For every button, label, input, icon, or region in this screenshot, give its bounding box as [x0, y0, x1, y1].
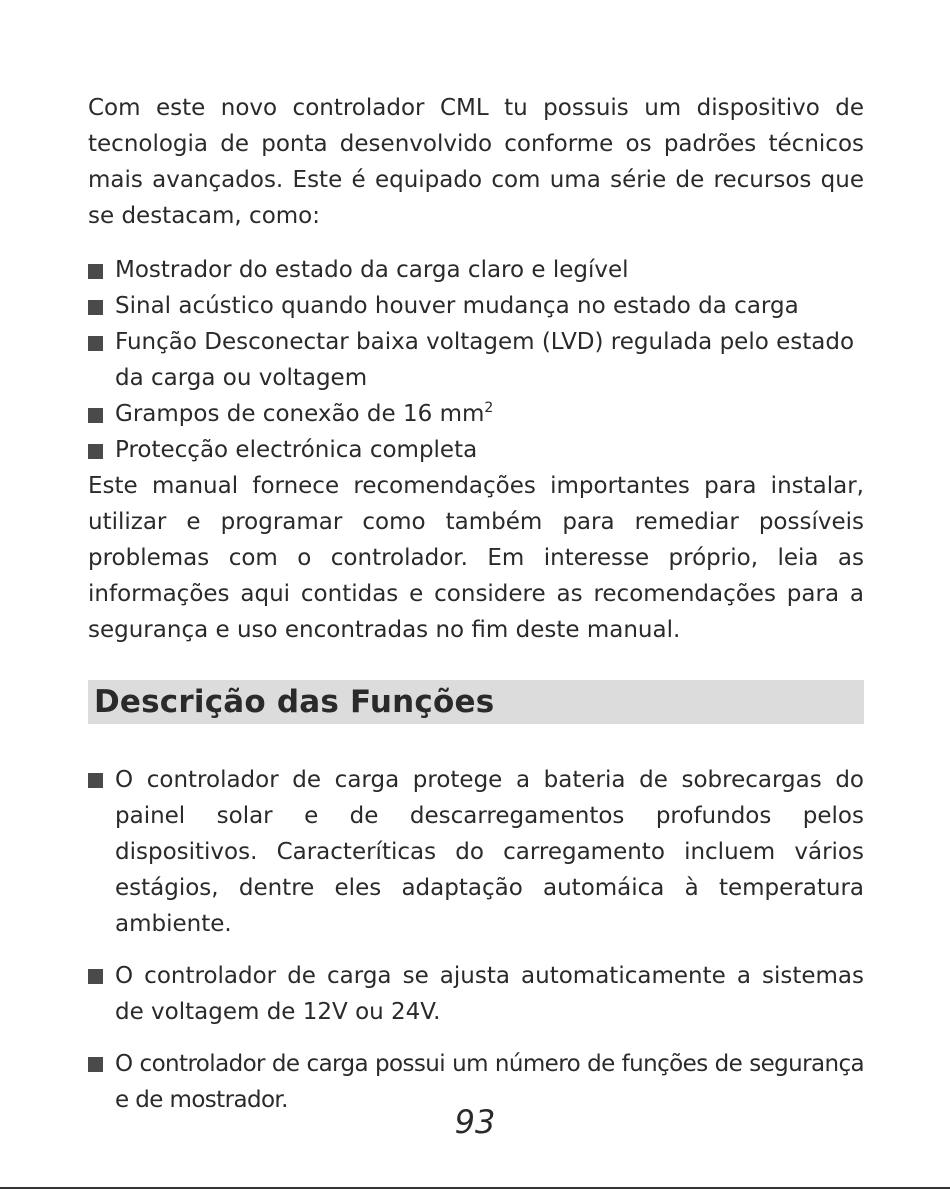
square-bullet-icon	[88, 264, 103, 279]
page-number: 93	[454, 1103, 496, 1141]
list-item	[88, 432, 864, 468]
list-item	[88, 288, 864, 324]
feature-text: Mostrador do estado da carga claro e legível	[115, 257, 629, 283]
feature-text: Função Desconectar baixa voltagem (LVD) regulada pelo estado da carga ou voltagem	[115, 329, 855, 391]
section-title: Descrição das Funções	[94, 684, 495, 720]
list-item	[88, 958, 864, 1030]
square-bullet-icon	[88, 773, 103, 788]
manual-paragraph: Este manual fornece recomendações importantes para instalar, utilizar e programar como também para remediar possíveis problemas com o controlador. Em interesse próprio, leia as informações aqui contidas e considere as recomendações para a segurança e uso encontradas no fim deste manual.	[88, 473, 864, 643]
function-text: O controlador de carga se ajusta automaticamente a sistemas de voltagem de 12V ou 24V.	[115, 963, 864, 1025]
square-bullet-icon	[88, 336, 103, 351]
intro-paragraph: Com este novo controlador CML tu possuis um dispositivo de tecnologia de ponta desenvolvido conforme os padrões técnicos mais avançados. Este é equipado com uma série de recursos que se destacam, como:	[88, 95, 864, 229]
features-list	[88, 252, 864, 468]
square-bullet-icon	[88, 408, 103, 423]
square-bullet-icon	[88, 444, 103, 459]
function-text: O controlador de carga protege a bateria de sobrecargas do painel solar e de descarregamentos profundos pelos dispositivos. Caracteríticas do carregamento incluem vários estágios, dentre eles adaptação automáica à temperatura ambiente.	[115, 767, 864, 937]
list-item	[88, 324, 864, 396]
list-item	[88, 762, 864, 942]
square-bullet-icon	[88, 969, 103, 984]
feature-text: Sinal acústico quando houver mudança no estado da carga	[115, 293, 799, 319]
functions-list	[88, 762, 864, 1118]
list-item	[88, 252, 864, 288]
function-text: O controlador de carga possui um número de funções de segurança e de mostrador.	[115, 1051, 864, 1113]
manual-page	[88, 90, 864, 1118]
feature-text: Protecção electrónica completa	[115, 437, 478, 463]
square-bullet-icon	[88, 300, 103, 315]
superscript: 2	[484, 400, 494, 416]
feature-text: Grampos de conexão de 16 mm	[115, 401, 485, 427]
list-item	[88, 396, 864, 432]
square-bullet-icon	[88, 1057, 103, 1072]
section-header	[88, 680, 864, 724]
